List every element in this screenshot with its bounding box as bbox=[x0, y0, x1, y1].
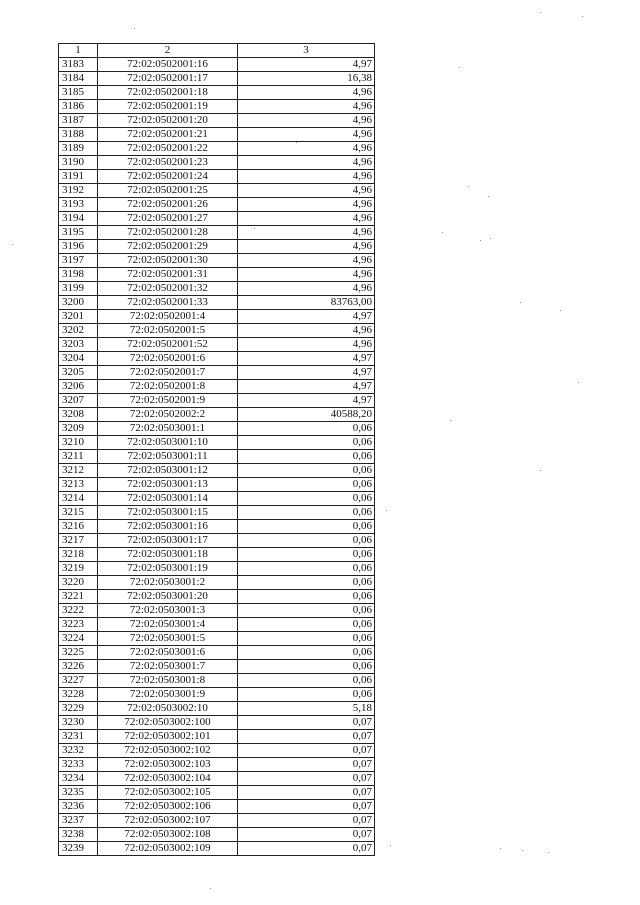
row-number: 3205 bbox=[59, 366, 98, 380]
table-row bbox=[59, 436, 375, 450]
row-number: 3195 bbox=[59, 226, 98, 240]
row-value: 0,06 bbox=[238, 506, 375, 520]
row-number: 3200 bbox=[59, 296, 98, 310]
cadastral-number: 72:02:0503001:1 bbox=[98, 422, 238, 436]
row-value: 0,06 bbox=[238, 534, 375, 548]
cadastral-number: 72:02:0502001:29 bbox=[98, 240, 238, 254]
row-number: 3186 bbox=[59, 100, 98, 114]
cadastral-number: 72:02:0503002:105 bbox=[98, 786, 238, 800]
table-row bbox=[59, 310, 375, 324]
row-value: 4,96 bbox=[238, 324, 375, 338]
cadastral-number: 72:02:0503001:8 bbox=[98, 674, 238, 688]
row-value: 0,06 bbox=[238, 632, 375, 646]
row-number: 3183 bbox=[59, 58, 98, 72]
row-number: 3197 bbox=[59, 254, 98, 268]
table-row bbox=[59, 352, 375, 366]
table-row bbox=[59, 576, 375, 590]
scan-speck bbox=[254, 228, 255, 229]
cadastral-number: 72:02:0502001:32 bbox=[98, 282, 238, 296]
table-row bbox=[59, 702, 375, 716]
cadastral-number: 72:02:0503001:14 bbox=[98, 492, 238, 506]
cadastral-number: 72:02:0503002:106 bbox=[98, 800, 238, 814]
row-number: 3219 bbox=[59, 562, 98, 576]
row-value: 4,96 bbox=[238, 86, 375, 100]
cadastral-number: 72:02:0503001:7 bbox=[98, 660, 238, 674]
scan-speck bbox=[540, 470, 541, 471]
row-value: 4,97 bbox=[238, 58, 375, 72]
row-number: 3194 bbox=[59, 212, 98, 226]
table-row bbox=[59, 674, 375, 688]
row-number: 3218 bbox=[59, 548, 98, 562]
row-value: 0,06 bbox=[238, 646, 375, 660]
table-row bbox=[59, 212, 375, 226]
row-value: 0,07 bbox=[238, 716, 375, 730]
row-value: 0,07 bbox=[238, 828, 375, 842]
row-value: 4,97 bbox=[238, 310, 375, 324]
scan-speck bbox=[134, 28, 135, 29]
row-number: 3231 bbox=[59, 730, 98, 744]
table-row bbox=[59, 170, 375, 184]
table-row bbox=[59, 58, 375, 72]
cadastral-number: 72:02:0502001:22 bbox=[98, 142, 238, 156]
cadastral-number: 72:02:0503001:11 bbox=[98, 450, 238, 464]
table-row bbox=[59, 772, 375, 786]
cadastral-number: 72:02:0503002:101 bbox=[98, 730, 238, 744]
table-row bbox=[59, 254, 375, 268]
row-value: 4,96 bbox=[238, 254, 375, 268]
table-row bbox=[59, 660, 375, 674]
cadastral-number: 72:02:0503002:104 bbox=[98, 772, 238, 786]
row-number: 3196 bbox=[59, 240, 98, 254]
row-value: 0,06 bbox=[238, 562, 375, 576]
row-value: 4,96 bbox=[238, 268, 375, 282]
table-row bbox=[59, 72, 375, 86]
row-number: 3215 bbox=[59, 506, 98, 520]
row-value: 4,97 bbox=[238, 394, 375, 408]
row-value: 0,06 bbox=[238, 576, 375, 590]
cadastral-number: 72:02:0503001:19 bbox=[98, 562, 238, 576]
row-value: 5,18 bbox=[238, 702, 375, 716]
row-value: 16,38 bbox=[238, 72, 375, 86]
cadastral-number: 72:02:0502001:4 bbox=[98, 310, 238, 324]
row-number: 3185 bbox=[59, 86, 98, 100]
cadastral-number: 72:02:0502001:28 bbox=[98, 226, 238, 240]
row-value: 4,96 bbox=[238, 114, 375, 128]
row-value: 4,96 bbox=[238, 128, 375, 142]
row-number: 3234 bbox=[59, 772, 98, 786]
cadastral-number: 72:02:0503001:10 bbox=[98, 436, 238, 450]
scan-speck bbox=[488, 196, 489, 197]
row-number: 3201 bbox=[59, 310, 98, 324]
table-row bbox=[59, 604, 375, 618]
scan-speck bbox=[480, 240, 481, 241]
row-value: 0,06 bbox=[238, 618, 375, 632]
cadastral-number: 72:02:0503001:13 bbox=[98, 478, 238, 492]
cadastral-number: 72:02:0503001:15 bbox=[98, 506, 238, 520]
row-value: 0,06 bbox=[238, 604, 375, 618]
row-number: 3188 bbox=[59, 128, 98, 142]
row-value: 4,96 bbox=[238, 282, 375, 296]
cadastral-number: 72:02:0502001:24 bbox=[98, 170, 238, 184]
row-number: 3211 bbox=[59, 450, 98, 464]
table-row bbox=[59, 646, 375, 660]
row-number: 3235 bbox=[59, 786, 98, 800]
table-row bbox=[59, 758, 375, 772]
scan-speck bbox=[12, 244, 13, 245]
row-number: 3199 bbox=[59, 282, 98, 296]
cadastral-number: 72:02:0503002:100 bbox=[98, 716, 238, 730]
row-number: 3223 bbox=[59, 618, 98, 632]
row-value: 0,06 bbox=[238, 422, 375, 436]
table-row bbox=[59, 282, 375, 296]
row-number: 3213 bbox=[59, 478, 98, 492]
row-value: 4,96 bbox=[238, 198, 375, 212]
row-number: 3184 bbox=[59, 72, 98, 86]
table-row bbox=[59, 380, 375, 394]
cadastral-number: 72:02:0502001:16 bbox=[98, 58, 238, 72]
row-number: 3237 bbox=[59, 814, 98, 828]
cadastral-number: 72:02:0503001:18 bbox=[98, 548, 238, 562]
cadastral-number: 72:02:0503001:16 bbox=[98, 520, 238, 534]
cadastral-number: 72:02:0503001:4 bbox=[98, 618, 238, 632]
cadastral-table bbox=[58, 43, 375, 856]
row-value: 0,07 bbox=[238, 814, 375, 828]
row-value: 40588,20 bbox=[238, 408, 375, 422]
cadastral-number: 72:02:0502001:20 bbox=[98, 114, 238, 128]
row-number: 3232 bbox=[59, 744, 98, 758]
scan-speck bbox=[450, 420, 451, 421]
row-number: 3190 bbox=[59, 156, 98, 170]
cadastral-number: 72:02:0503002:107 bbox=[98, 814, 238, 828]
row-number: 3229 bbox=[59, 702, 98, 716]
cadastral-number: 72:02:0502001:9 bbox=[98, 394, 238, 408]
row-number: 3224 bbox=[59, 632, 98, 646]
row-value: 0,06 bbox=[238, 492, 375, 506]
row-value: 0,06 bbox=[238, 520, 375, 534]
cadastral-number: 72:02:0502002:2 bbox=[98, 408, 238, 422]
row-value: 0,06 bbox=[238, 464, 375, 478]
table-row bbox=[59, 128, 375, 142]
cadastral-number: 72:02:0502001:23 bbox=[98, 156, 238, 170]
row-number: 3221 bbox=[59, 590, 98, 604]
row-value: 0,06 bbox=[238, 548, 375, 562]
table-row bbox=[59, 828, 375, 842]
row-number: 3198 bbox=[59, 268, 98, 282]
cadastral-number: 72:02:0503001:20 bbox=[98, 590, 238, 604]
table-row bbox=[59, 618, 375, 632]
cadastral-number: 72:02:0502001:7 bbox=[98, 366, 238, 380]
row-value: 0,06 bbox=[238, 674, 375, 688]
table-row bbox=[59, 366, 375, 380]
row-value: 4,96 bbox=[238, 142, 375, 156]
table-row bbox=[59, 548, 375, 562]
row-number: 3203 bbox=[59, 338, 98, 352]
row-number: 3220 bbox=[59, 576, 98, 590]
row-number: 3233 bbox=[59, 758, 98, 772]
table-row bbox=[59, 534, 375, 548]
table-row bbox=[59, 744, 375, 758]
row-value: 4,97 bbox=[238, 366, 375, 380]
cadastral-number: 72:02:0502001:25 bbox=[98, 184, 238, 198]
table-row bbox=[59, 240, 375, 254]
row-value: 0,07 bbox=[238, 786, 375, 800]
cadastral-number: 72:02:0502001:19 bbox=[98, 100, 238, 114]
table-row bbox=[59, 338, 375, 352]
table-row bbox=[59, 450, 375, 464]
table-row bbox=[59, 394, 375, 408]
row-number: 3216 bbox=[59, 520, 98, 534]
cadastral-number: 72:02:0502001:27 bbox=[98, 212, 238, 226]
column-header-value: 3 bbox=[238, 44, 375, 58]
row-value: 0,06 bbox=[238, 660, 375, 674]
row-value: 0,06 bbox=[238, 436, 375, 450]
cadastral-number: 72:02:0502001:6 bbox=[98, 352, 238, 366]
cadastral-number: 72:02:0503001:2 bbox=[98, 576, 238, 590]
row-number: 3202 bbox=[59, 324, 98, 338]
table-row bbox=[59, 100, 375, 114]
table-row bbox=[59, 800, 375, 814]
table-row bbox=[59, 632, 375, 646]
table-row bbox=[59, 268, 375, 282]
row-value: 0,07 bbox=[238, 842, 375, 856]
table-row bbox=[59, 478, 375, 492]
row-number: 3225 bbox=[59, 646, 98, 660]
cadastral-number: 72:02:0502001:52 bbox=[98, 338, 238, 352]
row-number: 3191 bbox=[59, 170, 98, 184]
row-number: 3187 bbox=[59, 114, 98, 128]
row-value: 0,07 bbox=[238, 744, 375, 758]
table-row bbox=[59, 730, 375, 744]
row-value: 4,96 bbox=[238, 184, 375, 198]
row-value: 0,06 bbox=[238, 688, 375, 702]
cadastral-number: 72:02:0503002:102 bbox=[98, 744, 238, 758]
row-value: 4,96 bbox=[238, 170, 375, 184]
column-header-cadastral-id: 2 bbox=[98, 44, 238, 58]
row-value: 0,06 bbox=[238, 590, 375, 604]
row-number: 3207 bbox=[59, 394, 98, 408]
cadastral-number: 72:02:0503002:108 bbox=[98, 828, 238, 842]
cadastral-number: 72:02:0502001:31 bbox=[98, 268, 238, 282]
row-value: 0,07 bbox=[238, 800, 375, 814]
cadastral-number: 72:02:0502001:21 bbox=[98, 128, 238, 142]
column-header-number: 1 bbox=[59, 44, 98, 58]
cadastral-number: 72:02:0502001:33 bbox=[98, 296, 238, 310]
table-row bbox=[59, 520, 375, 534]
cadastral-number: 72:02:0503002:103 bbox=[98, 758, 238, 772]
row-value: 4,97 bbox=[238, 380, 375, 394]
row-number: 3227 bbox=[59, 674, 98, 688]
scan-speck bbox=[548, 852, 549, 853]
table-row bbox=[59, 142, 375, 156]
row-number: 3212 bbox=[59, 464, 98, 478]
row-value: 83763,00 bbox=[238, 296, 375, 310]
scan-speck bbox=[500, 848, 501, 849]
row-number: 3209 bbox=[59, 422, 98, 436]
table-row bbox=[59, 464, 375, 478]
table-row bbox=[59, 86, 375, 100]
cadastral-number: 72:02:0503001:3 bbox=[98, 604, 238, 618]
table-row bbox=[59, 716, 375, 730]
row-value: 0,07 bbox=[238, 730, 375, 744]
row-number: 3214 bbox=[59, 492, 98, 506]
table-row bbox=[59, 156, 375, 170]
scan-speck bbox=[540, 12, 541, 13]
row-value: 4,96 bbox=[238, 156, 375, 170]
cadastral-number: 72:02:0503001:17 bbox=[98, 534, 238, 548]
row-value: 0,07 bbox=[238, 772, 375, 786]
cadastral-number: 72:02:0503001:9 bbox=[98, 688, 238, 702]
cadastral-number: 72:02:0502001:5 bbox=[98, 324, 238, 338]
scan-speck bbox=[386, 510, 387, 511]
row-number: 3193 bbox=[59, 198, 98, 212]
scan-speck bbox=[578, 382, 579, 383]
cadastral-number: 72:02:0503002:109 bbox=[98, 842, 238, 856]
table-row bbox=[59, 506, 375, 520]
cadastral-number: 72:02:0502001:26 bbox=[98, 198, 238, 212]
table-row bbox=[59, 814, 375, 828]
row-value: 0,06 bbox=[238, 450, 375, 464]
row-number: 3228 bbox=[59, 688, 98, 702]
scan-speck bbox=[442, 232, 443, 233]
cadastral-number: 72:02:0503001:12 bbox=[98, 464, 238, 478]
row-number: 3217 bbox=[59, 534, 98, 548]
row-number: 3226 bbox=[59, 660, 98, 674]
table-row bbox=[59, 198, 375, 212]
row-number: 3238 bbox=[59, 828, 98, 842]
scan-speck bbox=[520, 302, 521, 303]
table-row bbox=[59, 324, 375, 338]
cadastral-number: 72:02:0502001:18 bbox=[98, 86, 238, 100]
cadastral-number: 72:02:0502001:8 bbox=[98, 380, 238, 394]
scan-speck bbox=[390, 845, 391, 846]
row-value: 4,96 bbox=[238, 100, 375, 114]
row-number: 3230 bbox=[59, 716, 98, 730]
table-row bbox=[59, 408, 375, 422]
scan-speck bbox=[459, 67, 460, 68]
cadastral-number: 72:02:0503001:6 bbox=[98, 646, 238, 660]
scan-speck bbox=[582, 16, 583, 17]
table-row bbox=[59, 226, 375, 240]
row-number: 3206 bbox=[59, 380, 98, 394]
scan-speck bbox=[560, 310, 561, 311]
table-row bbox=[59, 688, 375, 702]
table-row bbox=[59, 296, 375, 310]
table-row bbox=[59, 184, 375, 198]
row-number: 3210 bbox=[59, 436, 98, 450]
scan-speck bbox=[490, 238, 491, 239]
scan-speck bbox=[468, 186, 469, 187]
cadastral-number: 72:02:0503001:5 bbox=[98, 632, 238, 646]
row-number: 3208 bbox=[59, 408, 98, 422]
header-row bbox=[59, 44, 375, 58]
scan-speck bbox=[522, 850, 523, 851]
row-number: 3239 bbox=[59, 842, 98, 856]
row-value: 4,96 bbox=[238, 226, 375, 240]
row-number: 3222 bbox=[59, 604, 98, 618]
row-value: 0,06 bbox=[238, 478, 375, 492]
row-value: 4,97 bbox=[238, 352, 375, 366]
row-number: 3236 bbox=[59, 800, 98, 814]
table-body bbox=[59, 58, 375, 856]
scan-speck bbox=[210, 888, 211, 889]
table-row bbox=[59, 590, 375, 604]
table-row bbox=[59, 842, 375, 856]
table-row bbox=[59, 422, 375, 436]
row-value: 4,96 bbox=[238, 338, 375, 352]
scan-speck bbox=[296, 142, 297, 143]
table-row bbox=[59, 786, 375, 800]
cadastral-number: 72:02:0503002:10 bbox=[98, 702, 238, 716]
row-number: 3204 bbox=[59, 352, 98, 366]
table-row bbox=[59, 492, 375, 506]
row-value: 4,96 bbox=[238, 212, 375, 226]
row-number: 3192 bbox=[59, 184, 98, 198]
cadastral-number: 72:02:0502001:17 bbox=[98, 72, 238, 86]
cadastral-number: 72:02:0502001:30 bbox=[98, 254, 238, 268]
row-number: 3189 bbox=[59, 142, 98, 156]
table-row bbox=[59, 562, 375, 576]
table-row bbox=[59, 114, 375, 128]
row-value: 4,96 bbox=[238, 240, 375, 254]
row-value: 0,07 bbox=[238, 758, 375, 772]
